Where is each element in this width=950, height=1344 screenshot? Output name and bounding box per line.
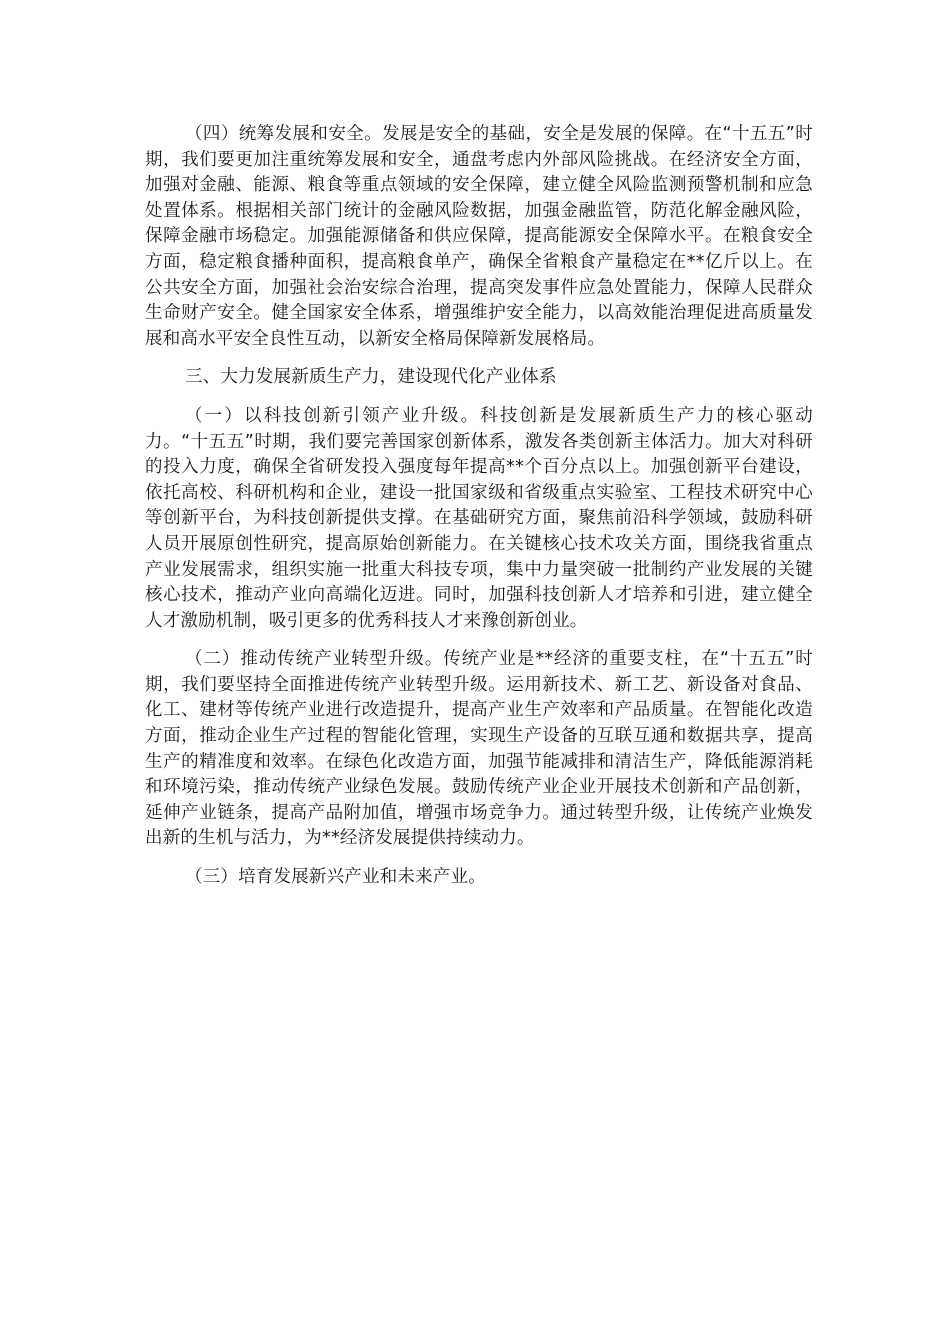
document-body	[145, 122, 813, 904]
paragraph-traditional-industry: （二）推动传统产业转型升级。传统产业是**经济的重要支柱，在“十五五”时期，我们要坚持全面推进传统产业转型升级。运用新技术、新工艺、新设备对食品、化工、建材等传统产业进行改造提升，提高产业生产效率和产品质量。在智能化改造方面，推动企业生产过程的智能化管理，实现生产设备的互联互通和数据共享，提高生产的精准度和效率。在绿色化改造方面，加强节能减排和清洁生产，降低能源消耗和环境污染，推动传统产业绿色发展。鼓励传统产业企业开展技术创新和产品创新，延伸产业链条，提高产品附加值，增强市场竞争力。通过转型升级，让传统产业焕发出新的生机与活力，为**经济发展提供持续动力。	[145, 649, 813, 849]
section-heading-new-productivity: 三、大力发展新质生产力，建设现代化产业体系	[185, 367, 557, 388]
paragraph-development-and-security: （四）统筹发展和安全。发展是安全的基础，安全是发展的保障。在“十五五”时期，我们要更加注重统筹发展和安全，通盘考虑内外部风险挑战。在经济安全方面，加强对金融、能源、粮食等重点领域的安全保障，建立健全风险监测预警机制和应急处置体系。根据相关部门统计的金融风险数据，加强金融监管，防范化解金融风险，保障金融市场稳定。加强能源储备和供应保障，提高能源安全保障水平。在粮食安全方面，稳定粮食播种面积，提高粮食单产，确保全省粮食产量稳定在**亿斤以上。在公共安全方面，加强社会治安综合治理，提高突发事件应急处置能力，保障人民群众生命财产安全。健全国家安全体系，增强维护安全能力，以高效能治理促进高质量发展和高水平安全良性互动，以新安全格局保障新发展格局。	[145, 124, 813, 349]
paragraph-tech-innovation: （一）以科技创新引领产业升级。科技创新是发展新质生产力的核心驱动力。“十五五”时期，我们要完善国家创新体系，激发各类创新主体活力。加大对科研的投入力度，确保全省研发投入强度每年提高**个百分点以上。加强创新平台建设，依托高校、科研机构和企业，建设一批国家级和省级重点实验室、工程技术研究中心等创新平台，为科技创新提供支撑。在基础研究方面，聚焦前沿科学领域，鼓励科研人员开展原创性研究，提高原始创新能力。在关键核心技术攻关方面，围绕我省重点产业发展需求，组织实施一批重大科技专项，集中力量突破一批制约产业发展的关键核心技术，推动产业向高端化迈进。同时，加强科技创新人才培养和引进，建立健全人才激励机制，吸引更多的优秀科技人才来豫创新创业。	[145, 405, 813, 631]
paragraph-emerging-industry: （三）培育发展新兴产业和未来产业。	[185, 867, 486, 888]
